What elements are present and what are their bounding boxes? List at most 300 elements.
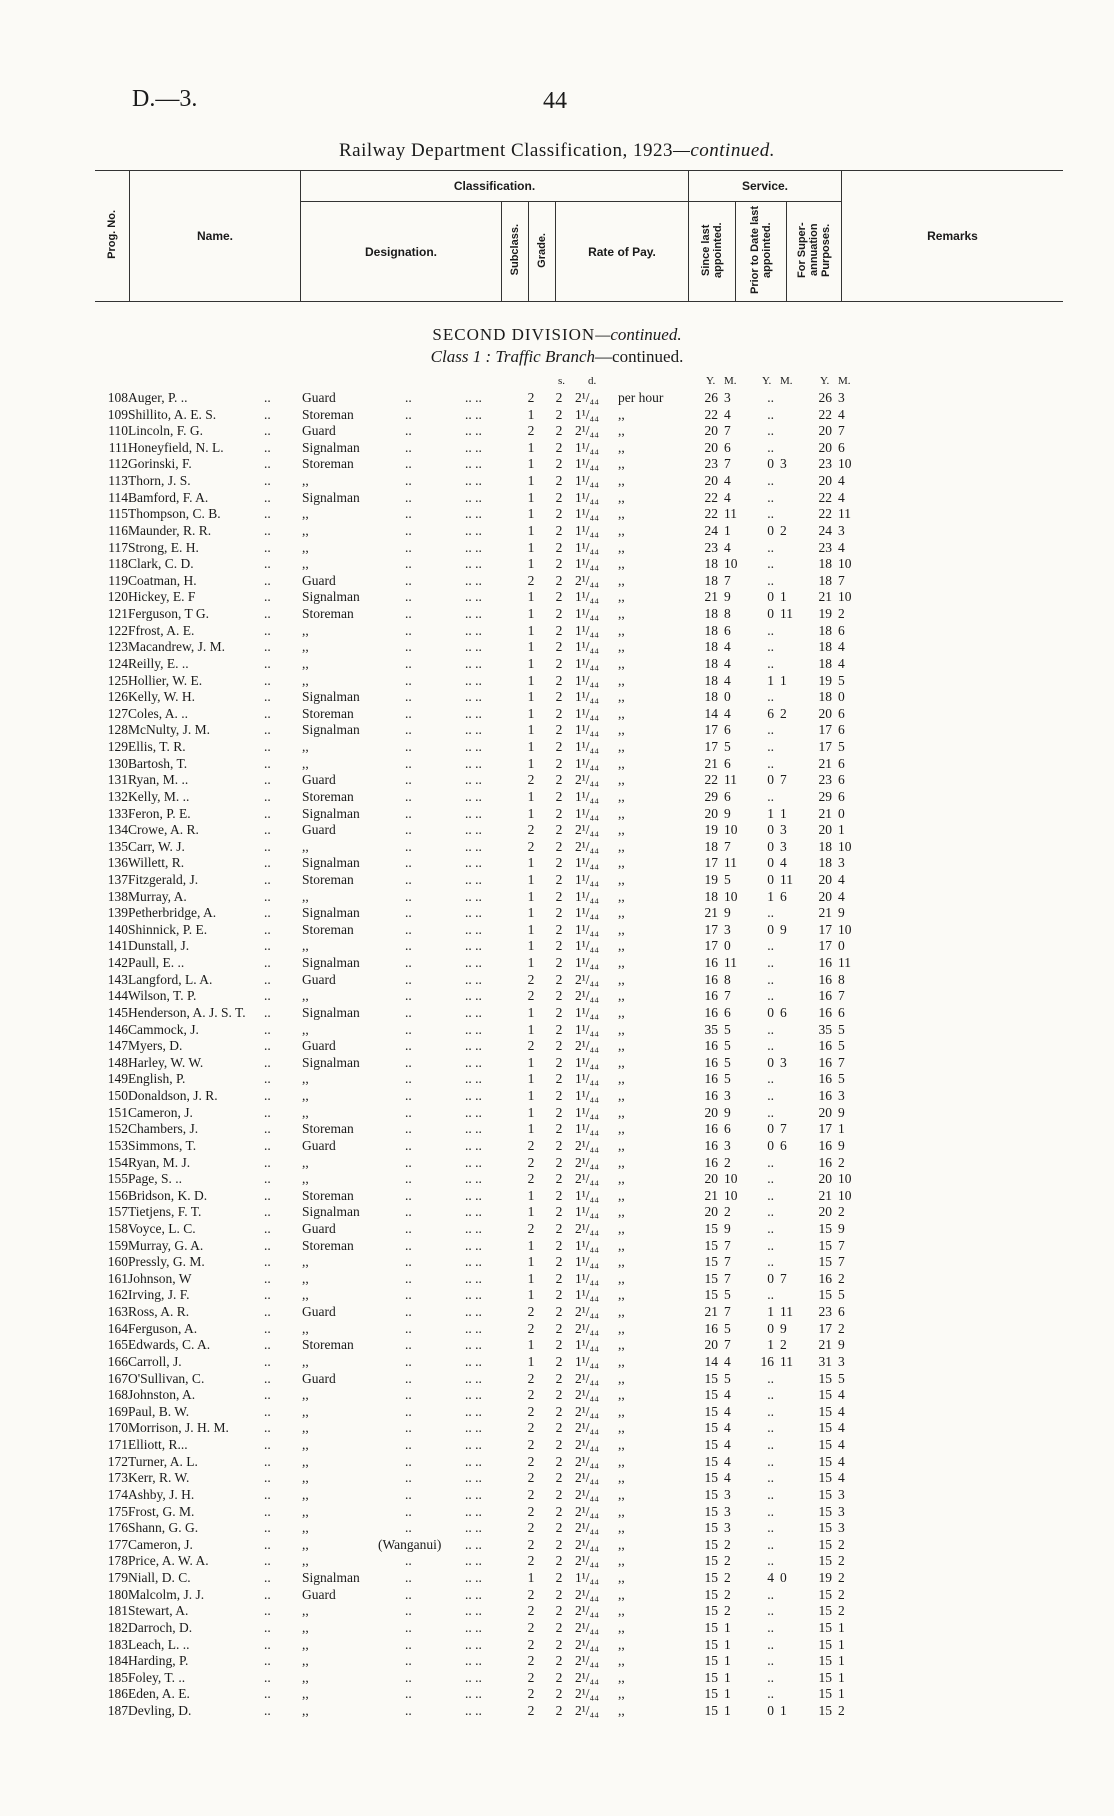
prior-years: .. [767, 406, 774, 422]
grade: 2 [555, 1104, 563, 1120]
rate-basis: ,, [618, 1071, 625, 1087]
leader-dots: .. .. [465, 822, 482, 838]
super-years: 26 [818, 390, 832, 405]
since-years: 19 [704, 822, 718, 838]
prior-years: 0 [767, 921, 774, 937]
grade: 2 [555, 1669, 563, 1685]
since-months: 1 [724, 1669, 731, 1685]
super-years: 15 [818, 1636, 832, 1652]
unit-pence: d. [588, 375, 597, 387]
rate-of-pay: 1¹/₄₄ [575, 539, 599, 555]
prior-years: .. [767, 938, 774, 954]
since-years: 15 [704, 1387, 718, 1403]
grade: 2 [555, 1437, 563, 1453]
subclass: 1 [527, 1187, 535, 1203]
employee-name: Frost, G. M. [128, 1503, 195, 1519]
super-months: 1 [838, 1653, 845, 1669]
rate-of-pay: 1¹/₄₄ [575, 788, 599, 804]
grade: 2 [555, 838, 563, 854]
since-months: 2 [724, 1204, 731, 1220]
prog-number: 173 [107, 1470, 128, 1486]
subclass: 2 [527, 1486, 535, 1502]
since-years: 15 [704, 1403, 718, 1419]
prog-number: 130 [107, 755, 128, 771]
leader-dots: .. [405, 1337, 412, 1353]
subclass: 1 [527, 1104, 535, 1120]
leader-dots: .. [405, 1619, 412, 1635]
rate-of-pay: 2¹/₄₄ [575, 971, 599, 987]
prior-months: 3 [780, 1054, 787, 1070]
grade: 2 [555, 1520, 563, 1536]
subclass: 1 [527, 489, 535, 505]
prior-years: .. [767, 689, 774, 705]
rate-of-pay: 1¹/₄₄ [575, 655, 599, 671]
since-months: 1 [724, 1686, 731, 1702]
subclass: 2 [527, 1320, 535, 1336]
rate-basis: ,, [618, 1337, 625, 1353]
leader-dots: .. .. [465, 689, 482, 705]
rate-basis: ,, [618, 556, 625, 572]
leader-dots: .. .. [465, 655, 482, 671]
since-months: 8 [724, 606, 731, 622]
unit-super-years: Y. [820, 375, 830, 387]
prog-number: 142 [107, 955, 128, 971]
prog-number: 109 [107, 406, 128, 422]
since-months: 5 [724, 1287, 731, 1303]
since-years: 15 [704, 1221, 718, 1236]
prior-years: 0 [767, 822, 774, 838]
super-months: 10 [838, 589, 852, 605]
leader-dots: .. .. [465, 589, 482, 605]
super-months: 10 [838, 456, 852, 472]
designation: ,, [302, 1636, 309, 1652]
rate-basis: ,, [618, 506, 625, 522]
leader-dots: .. [405, 1486, 412, 1502]
employee-name: Johnson, W [128, 1270, 192, 1286]
super-years: 15 [818, 1669, 832, 1685]
leader-dots: .. [405, 988, 412, 1004]
prog-number: 168 [107, 1387, 128, 1403]
employee-name: Thompson, C. B. [128, 506, 221, 522]
prog-number: 175 [107, 1503, 128, 1519]
subclass: 2 [527, 1420, 535, 1436]
leader-dots: .. .. [465, 1204, 482, 1220]
table-row [0, 1022, 1114, 1039]
subclass: 2 [527, 1370, 535, 1386]
subclass: 2 [527, 1453, 535, 1469]
super-months: 4 [838, 1453, 845, 1469]
employee-name: Eden, A. E. [128, 1686, 190, 1702]
employee-name: Ashby, J. H. [128, 1486, 195, 1502]
subclass: 1 [527, 556, 535, 572]
super-months: 4 [838, 639, 845, 655]
leader-dots: .. [264, 489, 271, 505]
table-row [0, 1653, 1114, 1670]
since-months: 10 [724, 888, 738, 904]
prior-years: .. [767, 1619, 774, 1635]
since-months: 6 [724, 788, 731, 804]
subclass: 2 [527, 1653, 535, 1669]
table-row [0, 772, 1114, 789]
leader-dots: .. [405, 705, 412, 721]
since-months: 4 [724, 406, 731, 422]
leader-dots: .. .. [465, 755, 482, 771]
leader-dots: .. [264, 788, 271, 804]
since-years: 18 [704, 888, 718, 904]
subclass: 1 [527, 655, 535, 671]
leader-dots: .. [264, 1237, 271, 1253]
rate-of-pay: 1¹/₄₄ [575, 805, 599, 821]
employee-name: English, P. [128, 1071, 186, 1087]
prog-number: 160 [107, 1254, 128, 1270]
leader-dots: .. [264, 1470, 271, 1486]
designation: Signalman [302, 1570, 360, 1586]
subclass: 1 [527, 1021, 535, 1037]
table-row [0, 722, 1114, 739]
subclass: 1 [527, 938, 535, 954]
since-months: 4 [724, 489, 731, 505]
rate-basis: ,, [618, 1636, 625, 1652]
designation: Signalman [302, 855, 360, 871]
grade: 2 [555, 1021, 563, 1037]
prior-years: 0 [767, 606, 774, 622]
subclass: 2 [527, 1470, 535, 1486]
employee-name: Cameron, J. [128, 1104, 193, 1120]
super-years: 15 [818, 1503, 832, 1519]
rate-of-pay: 2¹/₄₄ [575, 838, 599, 854]
since-years: 15 [704, 1237, 718, 1253]
super-years: 20 [818, 888, 832, 904]
leader-dots: .. [405, 1038, 412, 1054]
leader-dots: .. [405, 522, 412, 538]
leader-dots: .. [405, 1154, 412, 1170]
since-years: 22 [704, 506, 718, 522]
since-years: 20 [704, 1104, 718, 1120]
super-years: 20 [818, 473, 832, 489]
col-subclass: Subclass. [502, 202, 529, 302]
table-row [0, 1470, 1114, 1487]
since-months: 10 [724, 822, 738, 838]
prior-months: 6 [780, 1004, 787, 1020]
super-years: 20 [818, 1204, 832, 1220]
rate-basis: ,, [618, 1453, 625, 1469]
since-years: 16 [704, 971, 718, 987]
rate-of-pay: 1¹/₄₄ [575, 1121, 599, 1137]
subclass: 1 [527, 1254, 535, 1270]
leader-dots: .. [405, 788, 412, 804]
subclass: 2 [527, 1536, 535, 1552]
leader-dots: .. .. [465, 1553, 482, 1569]
since-months: 3 [724, 1503, 731, 1519]
leader-dots: .. .. [465, 905, 482, 921]
employee-name: Maunder, R. R. [128, 522, 212, 538]
super-years: 20 [818, 423, 832, 439]
prog-number: 164 [107, 1320, 128, 1336]
table-row [0, 1155, 1114, 1172]
table-row [0, 756, 1114, 773]
prog-number: 115 [108, 506, 128, 522]
super-years: 18 [818, 689, 832, 705]
leader-dots: .. [264, 888, 271, 904]
super-years: 16 [818, 1088, 832, 1104]
leader-dots: .. [264, 1287, 271, 1303]
prog-number: 136 [107, 855, 128, 871]
grade: 2 [555, 1004, 563, 1020]
super-months: 1 [838, 1636, 845, 1652]
leader-dots: .. [405, 1353, 412, 1369]
col-prior: Prior to Date last appointed. [736, 202, 787, 302]
subclass: 1 [527, 589, 535, 605]
leader-dots: .. [405, 739, 412, 755]
page-number: 44 [543, 88, 567, 114]
table-row [0, 523, 1114, 540]
since-months: 9 [724, 805, 731, 821]
rate-of-pay: 1¹/₄₄ [575, 1104, 599, 1120]
table-row [0, 506, 1114, 523]
table-row [0, 1238, 1114, 1255]
leader-dots: .. [405, 1171, 412, 1187]
prior-months: 0 [780, 1570, 787, 1586]
table-row [0, 1337, 1114, 1354]
super-months: 4 [838, 406, 845, 422]
rate-basis: ,, [618, 1370, 625, 1386]
leader-dots: .. .. [465, 1437, 482, 1453]
super-months: 10 [838, 1171, 852, 1187]
since-years: 18 [704, 606, 718, 622]
rate-basis: ,, [618, 971, 625, 987]
grade: 2 [555, 1553, 563, 1569]
employee-name: Macandrew, J. M. [128, 639, 225, 655]
leader-dots: .. .. [465, 888, 482, 904]
grade: 2 [555, 1204, 563, 1220]
rate-basis: ,, [618, 1187, 625, 1203]
leader-dots: .. [264, 955, 271, 971]
rate-basis: ,, [618, 905, 625, 921]
super-years: 15 [818, 1553, 832, 1569]
leader-dots: .. [405, 1021, 412, 1037]
rate-basis: ,, [618, 1437, 625, 1453]
rate-of-pay: 1¹/₄₄ [575, 606, 599, 622]
prior-years: 1 [767, 1304, 774, 1320]
prior-years: .. [767, 556, 774, 572]
since-months: 5 [724, 1071, 731, 1087]
prog-number: 165 [107, 1337, 128, 1353]
rate-of-pay: 1¹/₄₄ [575, 1187, 599, 1203]
since-years: 16 [704, 955, 718, 971]
subclass: 1 [527, 406, 535, 422]
prog-number: 185 [107, 1669, 128, 1685]
employee-name: Irving, J. F. [128, 1287, 190, 1303]
designation: ,, [302, 1254, 309, 1270]
rate-of-pay: 2¹/₄₄ [575, 1636, 599, 1652]
grade: 2 [555, 1071, 563, 1087]
grade: 2 [555, 1603, 563, 1619]
leader-dots: .. [405, 1370, 412, 1386]
super-years: 16 [818, 1054, 832, 1070]
employee-name: Niall, D. C. [128, 1570, 191, 1586]
prior-months: 7 [780, 1270, 787, 1286]
since-months: 2 [724, 1586, 731, 1602]
designation: ,, [302, 838, 309, 854]
table-row [0, 556, 1114, 573]
designation: Storeman [302, 705, 354, 721]
since-years: 18 [704, 556, 718, 572]
prior-months: 2 [780, 705, 787, 721]
rate-basis: ,, [618, 921, 625, 937]
since-years: 18 [704, 639, 718, 655]
table-row [0, 689, 1114, 706]
designation: ,, [302, 755, 309, 771]
since-months: 4 [724, 1353, 731, 1369]
designation: ,, [302, 556, 309, 572]
designation: Storeman [302, 406, 354, 422]
subclass: 2 [527, 1503, 535, 1519]
table-row [0, 1437, 1114, 1454]
leader-dots: .. [264, 1353, 271, 1369]
employee-name: Ffrost, A. E. [128, 622, 195, 638]
leader-dots: .. .. [465, 489, 482, 505]
since-months: 1 [724, 1653, 731, 1669]
subclass: 1 [527, 456, 535, 472]
super-years: 17 [818, 1320, 832, 1336]
super-months: 2 [838, 1204, 845, 1220]
prior-years: .. [767, 1553, 774, 1569]
super-months: 4 [838, 1403, 845, 1419]
subclass: 2 [527, 572, 535, 588]
table-row [0, 1171, 1114, 1188]
subclass: 2 [527, 971, 535, 987]
table-row [0, 456, 1114, 473]
col-group-service: Service. [689, 171, 842, 202]
table-row [0, 706, 1114, 723]
rate-of-pay: 1¹/₄₄ [575, 1287, 599, 1303]
grade: 2 [555, 822, 563, 838]
rate-basis: ,, [618, 423, 625, 439]
prog-number: 152 [107, 1121, 128, 1137]
since-years: 20 [704, 1204, 718, 1220]
table-row [0, 905, 1114, 922]
leader-dots: .. [405, 489, 412, 505]
col-rate: Rate of Pay. [556, 202, 689, 302]
employee-name: Crowe, A. R. [128, 822, 199, 838]
document-reference: D.—3. [132, 86, 198, 112]
table-row [0, 390, 1114, 407]
since-years: 18 [704, 572, 718, 588]
leader-dots: .. [264, 1453, 271, 1469]
leader-dots: .. [264, 1520, 271, 1536]
since-months: 5 [724, 1320, 731, 1336]
rate-basis: ,, [618, 955, 625, 971]
since-months: 3 [724, 1088, 731, 1104]
since-months: 1 [724, 1636, 731, 1652]
prog-number: 135 [107, 838, 128, 854]
prior-years: 6 [767, 705, 774, 721]
employee-name: Shillito, A. E. S. [128, 406, 217, 422]
designation: Guard [302, 1586, 336, 1602]
table-row [0, 1504, 1114, 1521]
rate-of-pay: 2¹/₄₄ [575, 1154, 599, 1170]
table-row [0, 1105, 1114, 1122]
rate-basis: ,, [618, 1304, 625, 1320]
subclass: 2 [527, 822, 535, 838]
subclass: 2 [527, 1038, 535, 1054]
leader-dots: .. [405, 456, 412, 472]
prior-months: 1 [780, 589, 787, 605]
designation: Storeman [302, 1121, 354, 1137]
leader-dots: .. [405, 473, 412, 489]
leader-dots: .. .. [465, 1071, 482, 1087]
rate-basis: ,, [618, 1320, 625, 1336]
employee-name: Langford, L. A. [128, 971, 213, 987]
rate-of-pay: 2¹/₄₄ [575, 1536, 599, 1552]
table-row [0, 1304, 1114, 1321]
prog-number: 139 [107, 905, 128, 921]
rate-of-pay: 1¹/₄₄ [575, 522, 599, 538]
since-years: 29 [704, 788, 718, 804]
table-row [0, 1121, 1114, 1138]
super-months: 4 [838, 1420, 845, 1436]
designation: ,, [302, 655, 309, 671]
super-years: 16 [818, 1154, 832, 1170]
grade: 2 [555, 1570, 563, 1586]
rate-basis: ,, [618, 1287, 625, 1303]
super-months: 2 [838, 1553, 845, 1569]
designation: Signalman [302, 1054, 360, 1070]
grade: 2 [555, 1221, 563, 1236]
employee-name: Ellis, T. R. [128, 739, 186, 755]
prior-years: 0 [767, 1004, 774, 1020]
leader-dots: .. [405, 606, 412, 622]
leader-dots: .. .. [465, 1619, 482, 1635]
prior-years: .. [767, 1520, 774, 1536]
prior-years: .. [767, 1104, 774, 1120]
rate-of-pay: 1¹/₄₄ [575, 589, 599, 605]
prog-number: 132 [107, 788, 128, 804]
super-months: 5 [838, 1370, 845, 1386]
prior-years: .. [767, 439, 774, 455]
prior-years: .. [767, 1038, 774, 1054]
since-months: 5 [724, 871, 731, 887]
rate-basis: ,, [618, 772, 625, 788]
super-years: 15 [818, 1486, 832, 1502]
table-row [0, 1204, 1114, 1221]
subclass: 2 [527, 1553, 535, 1569]
super-years: 15 [818, 1619, 832, 1635]
since-years: 15 [704, 1420, 718, 1436]
prior-years: 0 [767, 772, 774, 788]
leader-dots: .. [405, 1420, 412, 1436]
prior-years: .. [767, 988, 774, 1004]
rate-of-pay: 1¹/₄₄ [575, 1054, 599, 1070]
leader-dots: .. .. [465, 1221, 482, 1236]
employee-name: Cameron, J. [128, 1536, 193, 1552]
leader-dots: .. .. [465, 1171, 482, 1187]
subclass: 2 [527, 1686, 535, 1702]
super-months: 3 [838, 390, 845, 405]
grade: 2 [555, 1320, 563, 1336]
designation: ,, [302, 1686, 309, 1702]
leader-dots: .. [264, 1669, 271, 1685]
subclass: 1 [527, 1088, 535, 1104]
since-months: 6 [724, 622, 731, 638]
grade: 2 [555, 639, 563, 655]
rate-of-pay: 1¹/₄₄ [575, 705, 599, 721]
since-months: 1 [724, 1619, 731, 1635]
since-months: 7 [724, 1254, 731, 1270]
leader-dots: .. [405, 1304, 412, 1320]
leader-dots: .. [264, 589, 271, 605]
super-months: 7 [838, 1254, 845, 1270]
